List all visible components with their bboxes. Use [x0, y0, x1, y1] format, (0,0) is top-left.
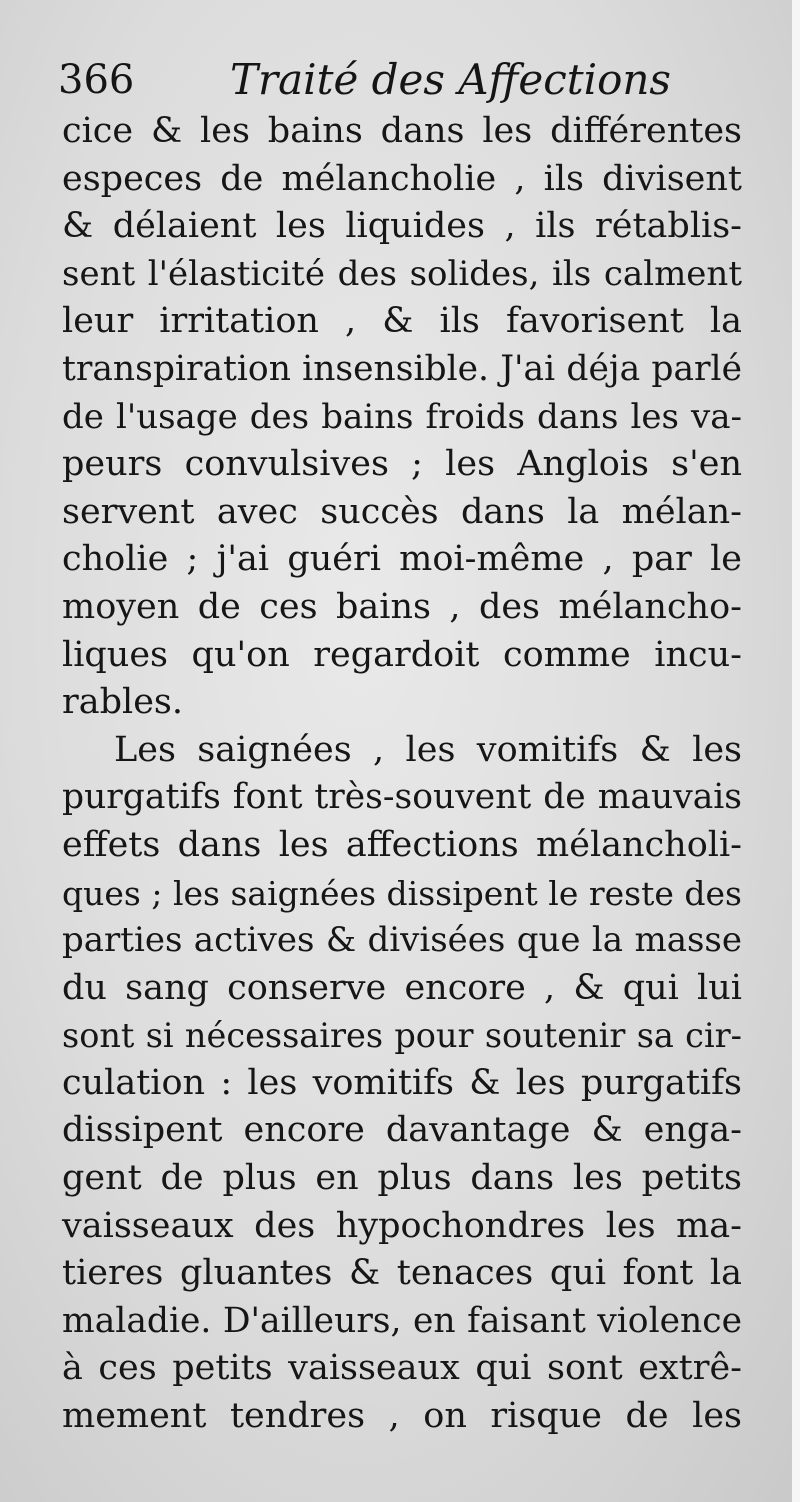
text-line: culation : les vomitifs & les purgatifs: [62, 1062, 742, 1103]
text-line: à ces petits vaisseaux qui sont extrê-: [62, 1348, 742, 1389]
text-line: leur irritation , & ils favorisent la: [62, 301, 742, 342]
text-line: vaisseaux des hypochondres les ma-: [62, 1205, 742, 1246]
text-line: moyen de ces bains , des mélancho-: [62, 586, 742, 627]
text-line: du sang conserve encore , & qui lui: [62, 967, 742, 1008]
text-line: sent l'élasticité des solides, ils calment: [62, 253, 742, 294]
text-line: de l'usage des bains froids dans les va-: [62, 396, 742, 437]
text-line: dissipent encore davantage & enga-: [62, 1110, 742, 1151]
page-number: 366: [58, 57, 135, 103]
text-line: mement tendres , on risque de les: [62, 1396, 742, 1437]
paragraph-end-line: rables.: [62, 682, 183, 723]
text-line: parties actives & divisées que la masse: [62, 920, 742, 961]
text-line: & délaient les liquides , ils rétablis-: [62, 206, 742, 247]
text-line: liques qu'on regardoit comme incu-: [62, 634, 742, 675]
text-line: purgatifs font très-souvent de mauvais: [62, 777, 742, 818]
text-line: servent avec succès dans la mélan-: [62, 491, 742, 532]
text-line: maladie. D'ailleurs, en faisant violence: [62, 1300, 742, 1341]
text-line: peurs convulsives ; les Anglois s'en: [62, 444, 742, 485]
running-title: Traité des Affections: [230, 55, 671, 104]
text-line: sont si nécessaires pour soutenir sa cir-: [62, 1016, 742, 1056]
text-line: cice & les bains dans les différentes: [62, 111, 742, 151]
paragraph-start-line: Les saignées , les vomitifs & les: [114, 729, 742, 770]
text-line: effets dans les affections mélancholi-: [62, 824, 742, 865]
text-line: transpiration insensible. J'ai déja parlé: [62, 348, 742, 389]
page-edge: [792, 0, 800, 1502]
text-line: especes de mélancholie , ils divisent: [62, 158, 742, 199]
page-header: [58, 52, 758, 108]
text-line: tieres gluantes & tenaces qui font la: [62, 1253, 742, 1294]
text-line: gent de plus en plus dans les petits: [62, 1158, 742, 1199]
text-line: cholie ; j'ai guéri moi-même , par le: [62, 539, 742, 580]
body-text: [62, 108, 742, 1441]
text-line: ques ; les saignées dissipent le reste des: [62, 873, 742, 913]
